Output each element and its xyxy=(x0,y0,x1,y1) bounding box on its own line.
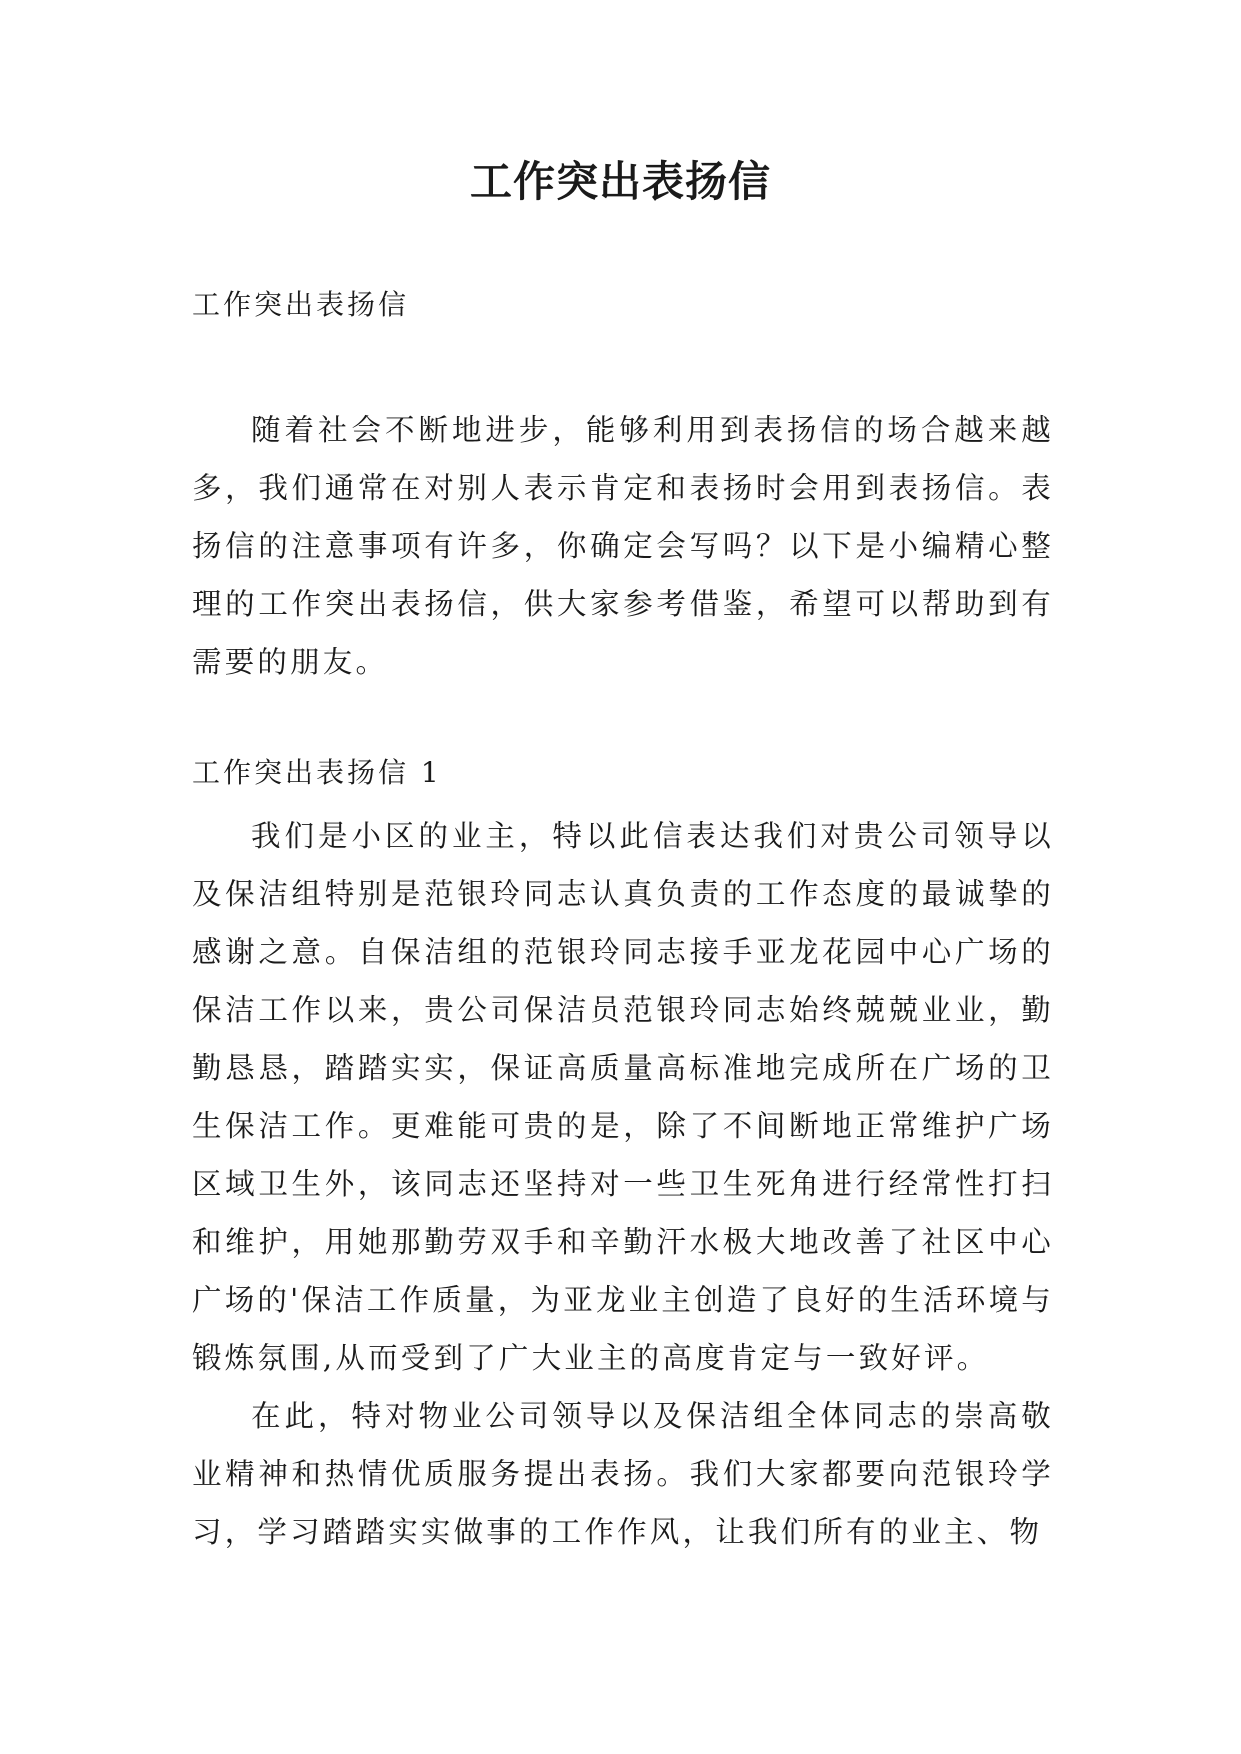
document-subtitle: 工作突出表扬信 xyxy=(192,288,410,321)
section-1-body xyxy=(192,807,1054,1561)
document-body xyxy=(192,285,1054,1561)
section-1-paragraph-2: 在此，特对物业公司领导以及保洁组全体同志的崇高敬业精神和热情优质服务提出表扬。我们大家都要向范银玲学习，学习踏踏实实做事的工作作风，让我们所有的业主、物 xyxy=(192,1399,1054,1549)
intro-paragraph: 随着社会不断地进步，能够利用到表扬信的场合越来越多，我们通常在对别人表示肯定和表扬时会用到表扬信。表扬信的注意事项有许多，你确定会写吗？以下是小编精心整理的工作突出表扬信，供大家参考借鉴，希望可以帮助到有需要的朋友。 xyxy=(192,413,1054,679)
section-1-heading: 工作突出表扬信 1 xyxy=(192,756,442,789)
document-title: 工作突出表扬信 xyxy=(469,157,771,206)
section-1-paragraph-1: 我们是小区的业主，特以此信表达我们对贵公司领导以及保洁组特别是范银玲同志认真负责的工作态度的最诚挚的感谢之意。自保洁组的范银玲同志接手亚龙花园中心广场的保洁工作以来，贵公司保洁员范银玲同志始终兢兢业业，勤勤恳恳，踏踏实实，保证高质量高标准地完成所在广场的卫生保洁工作。更难能可贵的是，除了不间断地正常维护广场区域卫生外，该同志还坚持对一些卫生死角进行经常性打扫和维护，用她那勤劳双手和辛勤汗水极大地改善了社区中心广场的'保洁工作质量，为亚龙业主创造了良好的生活环境与锻炼氛围,从而受到了广大业主的高度肯定与一致好评。 xyxy=(192,819,1054,1375)
